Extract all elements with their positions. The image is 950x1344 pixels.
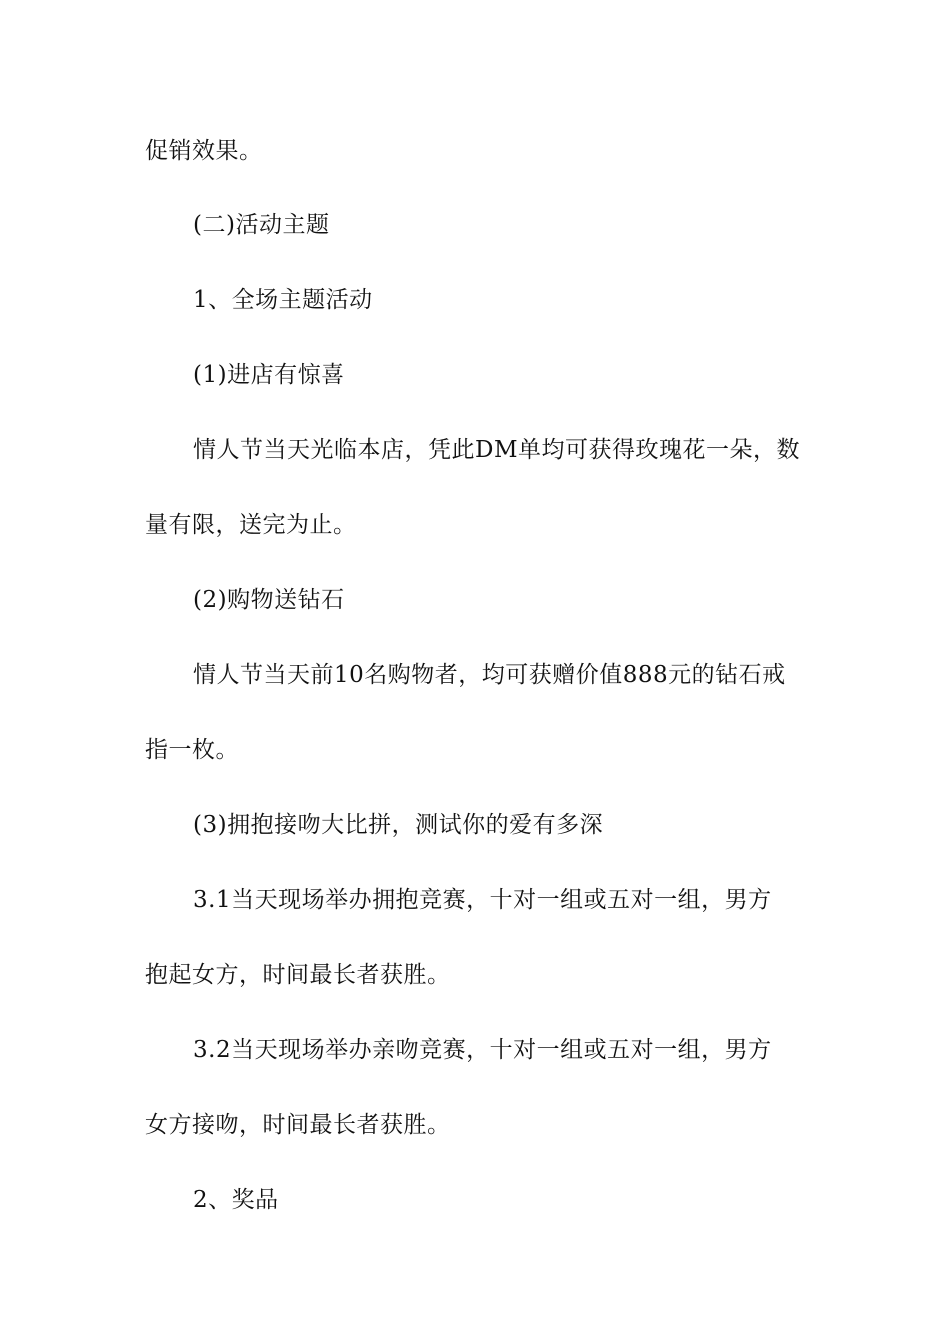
paragraph-diamond-line-2: 指一枚。: [145, 737, 239, 763]
text-line-1: 促销效果。: [145, 138, 263, 164]
paragraph-hug-contest-line-1: 3.1当天现场举办拥抱竞赛，十对一组或五对一组，男方: [193, 887, 772, 913]
item-heading-diamond: (2)购物送钻石: [193, 587, 345, 613]
paragraph-hug-contest-line-2: 抱起女方，时间最长者获胜。: [145, 962, 451, 988]
paragraph-rose-gift-line-2: 量有限，送完为止。: [145, 512, 357, 538]
subheading-store-wide-activity: 1、全场主题活动: [193, 287, 373, 313]
paragraph-rose-gift-line-1: 情人节当天光临本店，凭此DM单均可获得玫瑰花一朵，数: [193, 437, 800, 463]
subheading-prizes: 2、奖品: [193, 1187, 279, 1213]
section-heading-activity-theme: (二)活动主题: [193, 212, 330, 238]
item-heading-surprise: (1)进店有惊喜: [193, 362, 345, 388]
item-heading-hug-kiss: (3)拥抱接吻大比拼，测试你的爱有多深: [193, 812, 604, 838]
paragraph-kiss-contest-line-2: 女方接吻，时间最长者获胜。: [145, 1112, 451, 1138]
paragraph-diamond-line-1: 情人节当天前10名购物者，均可获赠价值888元的钻石戒: [193, 662, 786, 688]
paragraph-kiss-contest-line-1: 3.2当天现场举办亲吻竞赛，十对一组或五对一组，男方: [193, 1037, 772, 1063]
